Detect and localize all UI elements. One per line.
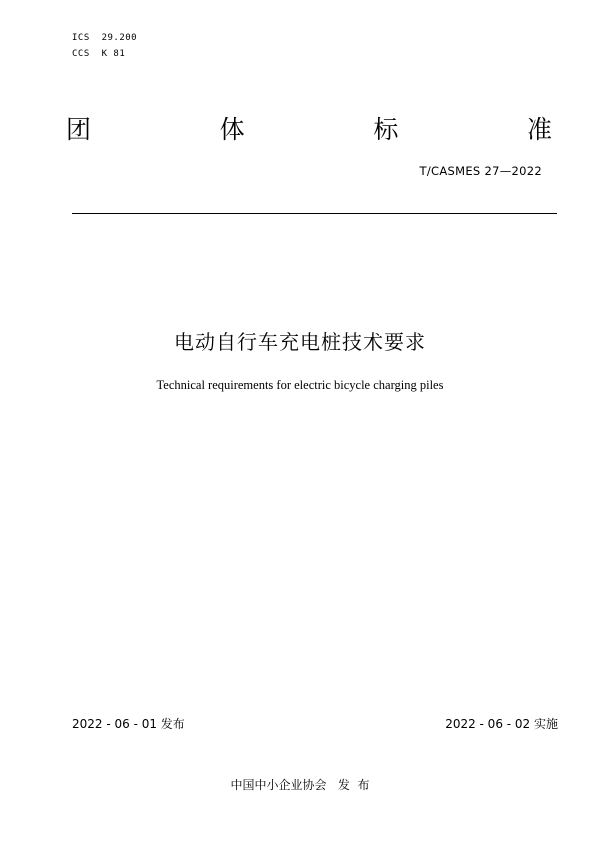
doc-type-char: 团 bbox=[66, 115, 92, 144]
header-divider bbox=[72, 213, 557, 214]
publish-date: 2022 - 06 - 01 发布 bbox=[72, 717, 185, 731]
title-english: Technical requirements for electric bicycle charging piles bbox=[156, 378, 444, 392]
doc-type-char: 准 bbox=[526, 115, 552, 144]
ics-code: ICS 29.200 bbox=[72, 33, 138, 43]
title-chinese: 电动自行车充电桩技术要求 bbox=[174, 330, 426, 354]
classification-codes bbox=[72, 30, 137, 62]
publisher: 中国中小企业协会 发 布 bbox=[230, 778, 370, 792]
document-type-heading bbox=[66, 112, 552, 148]
doc-type-char: 体 bbox=[219, 115, 245, 144]
implementation-date: 2022 - 06 - 02 实施 bbox=[445, 717, 558, 731]
doc-type-char: 标 bbox=[373, 115, 399, 144]
ccs-code: CCS K 81 bbox=[72, 49, 126, 59]
standard-number: T/CASMES 27—2022 bbox=[419, 164, 542, 178]
